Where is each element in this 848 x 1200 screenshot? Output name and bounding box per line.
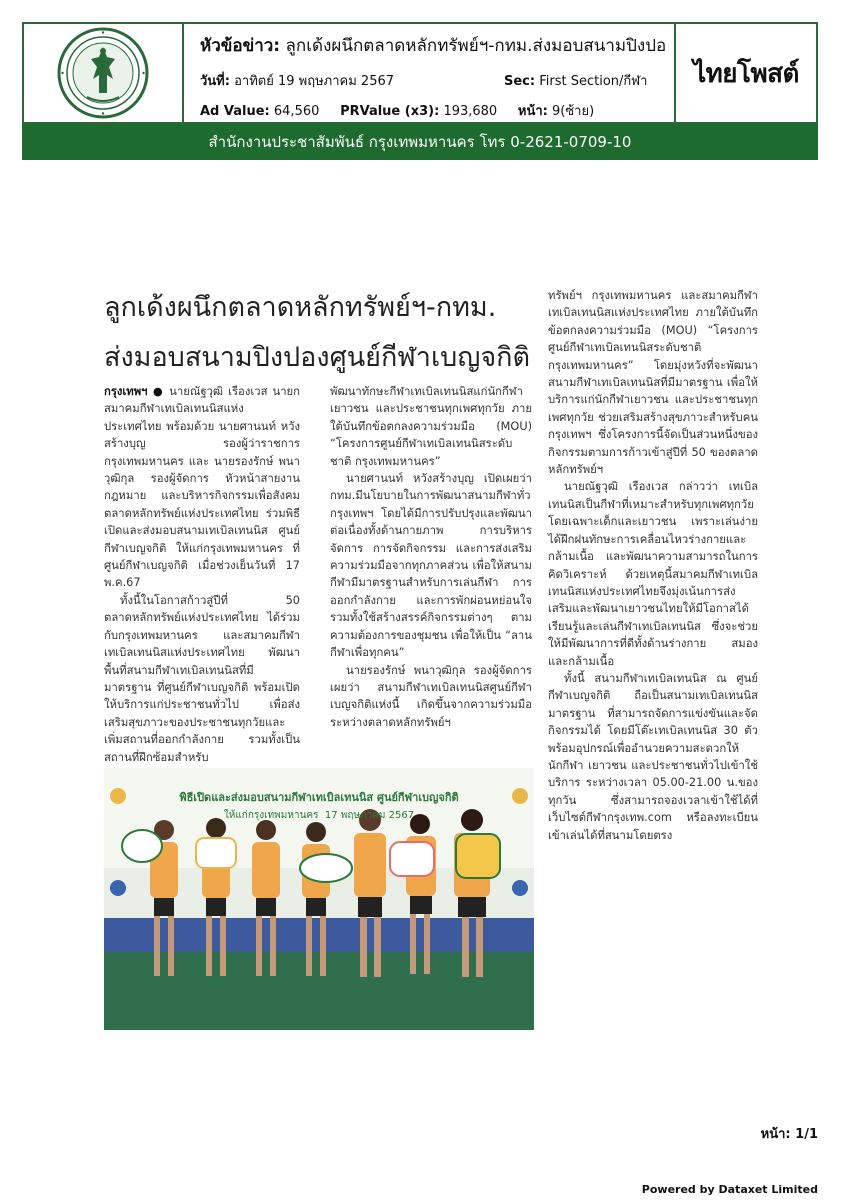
pr-value: 193,680 <box>443 104 498 119</box>
page-value: 9(ซ้าย) <box>551 104 595 119</box>
photo-banner-subtitle <box>104 808 534 823</box>
article-column-2 <box>330 383 532 731</box>
paragraph: ทั้งนี้ สนามกีฬาเทเบิลเทนนิส ณ ศูนย์กีฬาเบญจกิติ ถือเป็นสนามเทเบิลเทนนิสมาตรฐาน ที่สามารถจัดการแข่งขันและจัดกิจกรรมได้ โดยมีโต๊ะเทเบิลเทนนิส 30 ตัว พร้อมอุปกรณ์เพื่ออำนวยความสะดวกให้นักกีฬา เยาวชน และประชาชนทั่วไปเข้าใช้บริการ ระหว่างเวลา 05.00-21.00 น.ของทุกวัน ซึ่งสามารถจองเวลาเข้าใช้ได้ที่เว็บไซต์กีฬากรุงเทพ.com หรือลงทะเบียนเข้าเล่นได้ที่สนามโดยตรง <box>548 671 758 842</box>
paragraph: ทั้งนี้ในโอกาสก้าวสู่ปีที่ 50 ตลาดหลักทรัพย์แห่งประเทศไทย ได้ร่วมกับกรุงเทพมหานคร และสมาคมกีฬาเทเบิลเทนนิสแห่งประเทศไทย พัฒนาพื้นที่สนามกีฬาเทเบิลเทนนิสที่มีมาตรฐาน ที่ศูนย์กีฬาเบญจกิติ พร้อมเปิดให้บริการแก่ประชาชนทั่วไป เพื่อส่งเสริมสุขภาวะของประชาชนทุกวัยและเพิ่มสถานที่ออกกำลังกาย รวมทั้งเป็นสถานที่ฝึกซ้อมสำหรับ <box>104 593 300 764</box>
date-value: อาทิตย์ 19 พฤษภาคม 2567 <box>234 74 395 89</box>
ad-value-label: Ad Value: <box>200 104 270 119</box>
bangkok-seal-icon <box>57 27 149 119</box>
paragraph: นายศานนท์ หวังสร้างบุญ เปิดเผยว่า กทม.มีนโยบายในการพัฒนาสนามกีฬาทั่วกรุงเทพฯ โดยได้มีการปรับปรุงและพัฒนาต่อเนื่องทั้งด้านกายภาพ การบริหารจัดการ การจัดกิจกรรม และการส่งเสริมความร่วมมือจากทุกภาคส่วน เพื่อให้สนามกีฬามีมาตรฐานสำหรับการเล่นกีฬา การออกกำลังกาย และการพักผ่อนหย่อนใจ รวมทั้งใช้สร้างสรรค์กิจกรรมต่างๆ ตามความต้องการของชุมชน เพื่อให้เป็น “ลานกีฬาเพื่อทุกคน” <box>330 472 532 660</box>
paragraph <box>104 383 300 592</box>
article-title-line1: ลูกเด้งผนึกตลาดหลักทรัพย์ฯ-กทม. <box>104 292 497 323</box>
footer-page-value: 1/1 <box>795 1127 818 1142</box>
article-column-3 <box>548 287 758 844</box>
paragraph: นายณัฐวุฒิ เรืองเวส กล่าวว่า เทเบิลเทนนิสเป็นกีฬาที่เหมาะสำหรับทุกเพศทุกวัย โดยเฉพาะเด็กและเยาวชน เพราะเล่นง่าย ได้ฝึกฝนทักษะการเคลื่อนไหวร่างกายและกล้ามเนื้อ และพัฒนาความสามารถในการคิดวิเคราะห์ ด้วยเหตุนี้สมาคมกีฬาเทเบิลเทนนิสแห่งประเทศไทยจึงมุ่งเน้นการส่งเสริมและพัฒนาเยาวชนไทยให้มีโอกาสได้เรียนรู้และเล่นกีฬาเทเบิลเทนนิส ซึ่งจะช่วยให้มีพัฒนาการที่ดีทั้งด้านร่างกาย สมอง และกล้ามเนื้อ <box>548 480 758 668</box>
byline: กรุงเทพฯ ● <box>104 385 165 398</box>
paragraph: พัฒนาทักษะกีฬาเทเบิลเทนนิสแก่นักกีฬาเยาวชน และประชาชนทุกเพศทุกวัย ภายใต้บันทึกข้อตกลงความร่วมมือ (MOU) “โครงการศูนย์กีฬาเทเบิลเทนนิสระดับชาติ กรุงเทพมหานคร” <box>330 385 532 468</box>
headline-row <box>200 32 666 59</box>
pr-value-label: PRValue (x3): <box>340 104 440 119</box>
headline-text: ลูกเด้งผนึกตลาดหลักทรัพย์ฯ-กทม.ส่งมอบสนามปิงปอ <box>285 36 667 56</box>
photo-banner-sub: ให้แก่กรุงเทพมหานคร <box>223 810 319 821</box>
photo-banner-date: 17 พฤษภาคม 2567 <box>324 810 415 821</box>
contact-bar: สำนักงานประชาสัมพันธ์ กรุงเทพมหานคร โทร 0-2621-0709-10 <box>22 124 818 160</box>
paragraph-text: นายณัฐวุฒิ เรืองเวส นายกสมาคมกีฬาเทเบิลเทนนิสแห่งประเทศไทย พร้อมด้วย นายศานนท์ หวังสร้างบุญ รองผู้ว่าราชการกรุงเทพมหานคร และ นายรองรักษ์ พนาวุฒิกุล รองผู้จัดการ หัวหน้าสายงานกฎหมาย และบริหารกิจกรรมเพื่อสังคม ตลาดหลักทรัพย์แห่งประเทศไทย ร่วมพิธีเปิดและส่งมอบสนามเทเบิลเทนนิส ศูนย์กีฬาเบญจกิติ ให้แก่กรุงเทพมหานคร ที่ศูนย์กีฬาเบญจกิติ เมื่อช่วงเย็นวันที่ 17 พ.ค.67 <box>104 385 300 590</box>
seal-container <box>24 24 184 122</box>
article-column-1 <box>104 383 300 766</box>
newspaper-logo: ไทยโพสต์ <box>693 58 799 89</box>
section-value: First Section/กีฬา <box>539 74 648 89</box>
paragraph: นายรองรักษ์ พนาวุฒิกุล รองผู้จัดการ เผยว่า สนามกีฬาเทเบิลเทนนิสศูนย์กีฬาเบญจกิติแห่งนี้ เกิดขึ้นจากความร่วมมือระหว่างตลาดหลักทรัพย์ฯ <box>330 663 532 729</box>
article-title-line2: ส่งมอบสนามปิงปองศูนย์กีฬาเบญจกิติ <box>104 342 531 373</box>
brand-container <box>674 24 816 122</box>
clipping-header <box>22 22 818 124</box>
article-title <box>104 283 540 383</box>
paragraph: ทรัพย์ฯ กรุงเทพมหานคร และสมาคมกีฬาเทเบิลเทนนิสแห่งประเทศไทย ภายใต้บันทึกข้อตกลงความร่วมมือ (MOU) “โครงการศูนย์กีฬาเทเบิลเทนนิสระดับชาติ กรุงเทพมหานคร” โดยมุ่งหวังที่จะพัฒนาสนามกีฬาเทเบิลเทนนิสที่มีมาตรฐาน เพื่อให้บริการแก่นักกีฬาเยาวชน และประชาชนทุกเพศทุกวัย ช่วยเสริมสร้างสุขภาวะสำหรับคนกรุงเทพฯ ซึ่งโครงการนี้จัดเป็นส่วนหนึ่งของกิจกรรมตามการก้าวเข้าสู่ปีที่ 50 ของตลาดหลักทรัพย์ฯ <box>548 289 758 477</box>
page-label: หน้า: <box>517 104 548 119</box>
headline-label: หัวข้อข่าว: <box>200 36 281 56</box>
date-label: วันที่: <box>200 74 230 89</box>
value-row <box>200 100 594 121</box>
footer-page-label: หน้า: <box>760 1127 791 1142</box>
photo-banner-title: พิธีเปิดและส่งมอบสนามกีฬาเทเบิลเทนนิส ศูนย์กีฬาเบญจกิติ <box>179 791 459 804</box>
section-label: Sec: <box>504 74 536 89</box>
section-row <box>504 70 647 91</box>
powered-by: Powered by Dataxet Limited <box>641 1183 818 1196</box>
ad-value: 64,560 <box>273 104 320 119</box>
page-number <box>761 1123 818 1144</box>
date-row <box>200 70 394 91</box>
article-photo <box>104 768 534 1030</box>
